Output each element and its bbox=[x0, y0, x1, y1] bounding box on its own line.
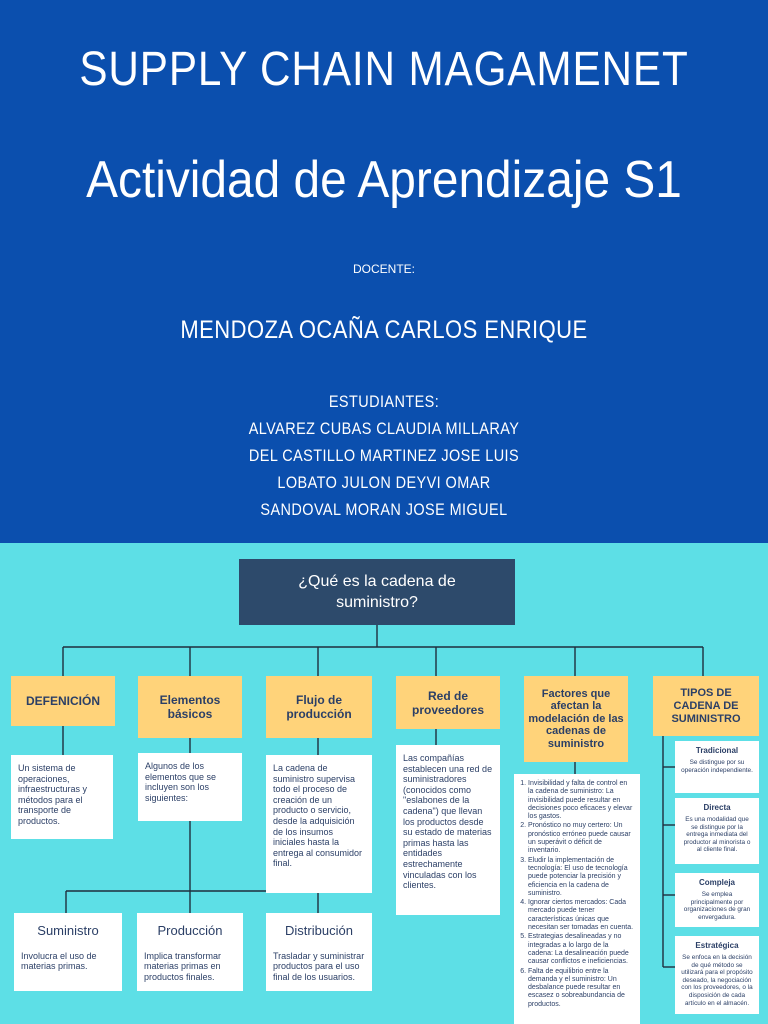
tipo-title: Estratégica bbox=[695, 941, 739, 950]
elementos-text: Algunos de los elementos que se incluyen son los siguientes: bbox=[138, 753, 242, 821]
branch-factores: Factores que afectan la modelación de las cadenas de suministro bbox=[524, 676, 628, 762]
docente-label: DOCENTE: bbox=[352, 262, 415, 276]
tipo-title: Compleja bbox=[698, 878, 735, 887]
elemento-desc: Trasladar y suministrar productos para el uso final de los usuarios. bbox=[273, 950, 365, 982]
elemento-produccion bbox=[137, 913, 243, 991]
branch-tipos-cadena: TIPOS DE CADENA DE SUMINISTRO bbox=[653, 676, 759, 736]
factor-item: 5. Estrategias desalineadas y no integradas a lo largo de la cadena: La desalineación puede causar conflictos e ineficiencias. bbox=[528, 933, 634, 966]
tipo-estrategica bbox=[675, 936, 759, 1014]
tipo-desc: Se distingue por su operación independiente. bbox=[681, 759, 753, 774]
main-title: SUPPLY CHAIN MAGAMENET bbox=[79, 43, 689, 96]
elemento-suministro bbox=[14, 913, 122, 991]
student-name: ALVAREZ CUBAS CLAUDIA MILLARAY bbox=[248, 419, 520, 438]
students-list bbox=[58, 388, 711, 523]
student-name: LOBATO JULON DEYVI OMAR bbox=[277, 473, 491, 492]
factor-item: 2. Pronóstico no muy certero: Un pronóstico erróneo puede causar un superávit o déficit de inventario. bbox=[528, 822, 634, 855]
tipo-desc: Es una modalidad que se distingue por la entrega inmediata del productor al minorista o al cliente final. bbox=[683, 816, 751, 854]
factores-list bbox=[514, 774, 640, 1024]
branch-elementos-basicos: Elementos básicos bbox=[138, 676, 242, 738]
elemento-title: Distribución bbox=[285, 923, 353, 938]
elemento-desc: Involucra el uso de materias primas. bbox=[21, 950, 97, 972]
elemento-distribucion bbox=[266, 913, 372, 991]
tipo-compleja bbox=[675, 873, 759, 927]
student-name: DEL CASTILLO MARTINEZ JOSE LUIS bbox=[248, 446, 520, 465]
factor-item: 3. Eludir la implementación de tecnología: El uso de tecnología puede potenciar la precisión y eficiencia en la cadena de suministro. bbox=[528, 857, 634, 898]
factor-item: 1. Invisibilidad y falta de control en la cadena de suministro: La invisibilidad puede resultar en decisiones poco eficaces y elevar los gastos. bbox=[528, 780, 634, 821]
tipo-desc: Se enfoca en la decisión de qué método se utilizará para el propósito deseado, la negociación con los proveedores, o la disposición de cada artículo en el almacén. bbox=[681, 954, 753, 1007]
docente-name: MENDOZA OCAÑA CARLOS ENRIQUE bbox=[180, 316, 588, 344]
elemento-title: Producción bbox=[157, 923, 223, 938]
tipo-desc: Se emplea principalmente por organizaciones de gran envergadura. bbox=[683, 891, 751, 921]
factor-item: 4. Ignorar ciertos mercados: Cada mercado puede tener características únicas que necesitan ser tomadas en cuenta. bbox=[528, 899, 634, 932]
branch-flujo-produccion: Flujo de producción bbox=[266, 676, 372, 738]
tipo-title: Tradicional bbox=[695, 746, 739, 755]
concept-map bbox=[0, 543, 768, 1024]
definicion-text: Un sistema de operaciones, infraestructuras y métodos para el transporte de productos. bbox=[11, 755, 113, 839]
tipo-tradicional bbox=[675, 741, 759, 793]
student-name: SANDOVAL MORAN JOSE MIGUEL bbox=[260, 500, 508, 519]
elemento-desc: Implica transformar materias primas en productos finales. bbox=[144, 950, 222, 982]
elemento-title: Suministro bbox=[37, 923, 99, 938]
root-node: ¿Qué es la cadena de suministro? bbox=[239, 559, 515, 625]
factor-item: 6. Falta de equilibrio entre la demanda y el suministro: Un desbalance puede resultar en escasez o sobreabundancia de productos. bbox=[528, 968, 634, 1009]
tipo-directa bbox=[675, 798, 759, 864]
branch-red-proveedores: Red de proveedores bbox=[396, 676, 500, 729]
tipo-title: Directa bbox=[703, 803, 731, 812]
red-text: Las compañías establecen una red de suministradores (conocidos como "eslabones de la cadena") que llevan los productos desde su estado de materias primas hasta las entidades estrechamente vinculadas con los clientes. bbox=[396, 745, 500, 915]
flujo-text: La cadena de suministro supervisa todo el proceso de creación de un producto o servicio, desde la adquisición de los insumos iniciales hasta la entrega al consumidor final. bbox=[266, 755, 372, 893]
subtitle: Actividad de Aprendizaje S1 bbox=[86, 151, 682, 209]
branch-definicion: DEFENICIÓN bbox=[11, 676, 115, 726]
students-label: ESTUDIANTES: bbox=[328, 392, 440, 411]
